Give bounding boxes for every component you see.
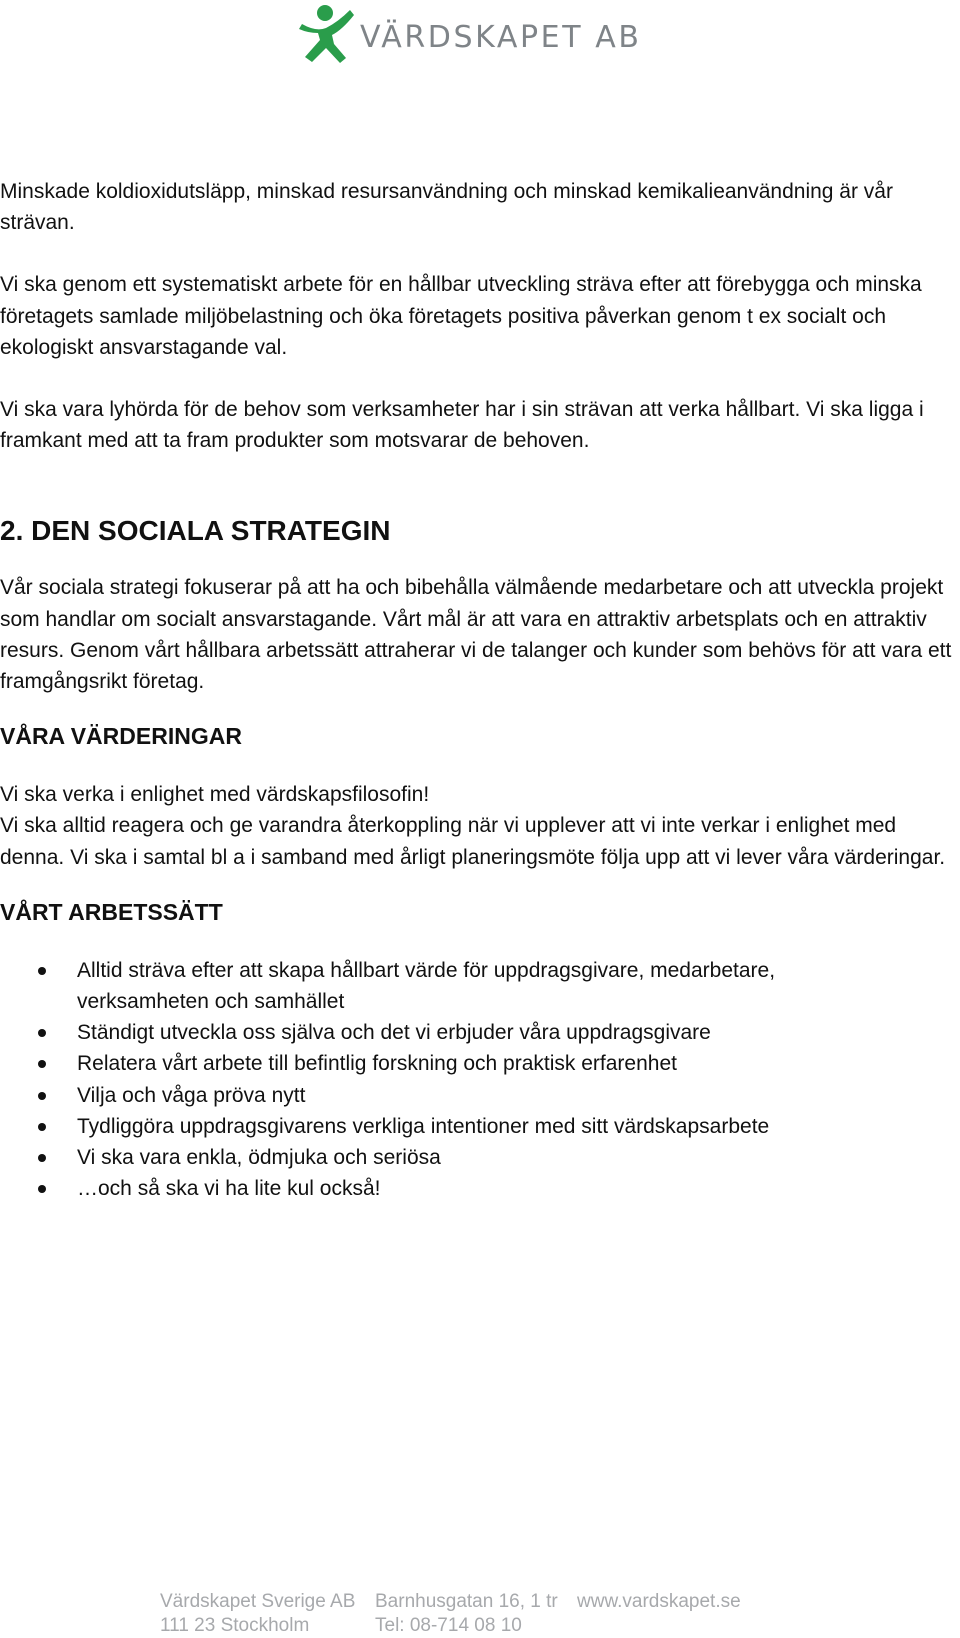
- values-line-2: Vi ska alltid reagera och ge varandra återkoppling när vi upplever att vi inte verkar i enlighet med denna. Vi ska i samtal bl a i samband med årligt planeringsmöte följa upp att vi lever våra värderingar.: [0, 814, 946, 869]
- company-logo: [298, 2, 678, 66]
- work-method-list: [0, 955, 958, 1205]
- list-item: [0, 1017, 958, 1048]
- document-body: [0, 176, 958, 1204]
- list-item-text: …och så ska vi ha lite kul också!: [77, 1177, 381, 1201]
- intro-paragraph-3: Vi ska vara lyhörda för de behov som verksamheter har i sin strävan att verka hållbart. Vi ska ligga i framkant med att ta fram produkter som motsvarar de behoven.: [0, 398, 924, 453]
- bullet-icon: [38, 1060, 46, 1068]
- list-item: [0, 1048, 958, 1079]
- social-strategy-paragraph: Vår sociala strategi fokuserar på att ha och bibehålla välmående medarbetare och att utveckla projekt som handlar om socialt ansvarstagande. Vårt mål är att vara en attraktiv arbetsplats och en attraktiv resurs. Genom vårt hållbara arbetssätt attraherar vi de talanger och kunder som behövs för att vara ett framgångsrikt företag.: [0, 576, 952, 694]
- footer-website-link[interactable]: www.vardskapet.se: [577, 1591, 741, 1612]
- list-item-text: Ständigt utveckla oss själva och det vi erbjuder våra uppdragsgivare: [77, 1021, 711, 1045]
- footer-phone: Tel: 08-714 08 10: [375, 1615, 522, 1636]
- bullet-icon: [38, 1029, 46, 1037]
- footer-postal: 111 23 Stockholm: [160, 1615, 310, 1636]
- bullet-icon: [38, 1092, 46, 1100]
- running-person-logo-icon: [298, 2, 358, 66]
- list-item: [0, 1111, 958, 1142]
- intro-paragraph-2: Vi ska genom ett systematiskt arbete för en hållbar utveckling sträva efter att förebygga och minska företagets samlade miljöbelastning och öka företagets positiva påverkan genom t ex socialt och ekologiskt ansvarstagande val.: [0, 273, 922, 359]
- work-method-heading: VÅRT ARBETSSÄTT: [0, 898, 223, 925]
- list-item-text: Vi ska vara enkla, ödmjuka och seriösa: [77, 1146, 441, 1170]
- logo-wordmark: VÄRDSKAPET AB: [360, 20, 642, 55]
- bullet-icon: [38, 967, 46, 975]
- list-item: [0, 955, 958, 1017]
- list-item-text: Tydliggöra uppdragsgivarens verkliga intentioner med sitt värdskapsarbete: [77, 1114, 770, 1138]
- list-item-text: Alltid sträva efter att skapa hållbart värde för uppdragsgivare, medarbetare, verksamheten och samhället: [77, 958, 776, 1014]
- bullet-icon: [38, 1123, 46, 1131]
- footer-address: Barnhusgatan 16, 1 tr: [375, 1591, 558, 1612]
- list-item: [0, 1142, 958, 1173]
- social-strategy-heading: 2. DEN SOCIALA STRATEGIN: [0, 515, 391, 547]
- intro-paragraph-1: Minskade koldioxidutsläpp, minskad resursanvändning och minskad kemikalieanvändning är vår strävan.: [0, 180, 893, 235]
- list-item: [0, 1173, 958, 1204]
- values-heading: VÅRA VÄRDERINGAR: [0, 723, 242, 750]
- values-line-1: Vi ska verka i enlighet med värdskapsfilosofin!: [0, 783, 430, 807]
- list-item-text: Vilja och våga pröva nytt: [77, 1083, 306, 1107]
- footer-company: Värdskapet Sverige AB: [160, 1591, 356, 1612]
- list-item-text: Relatera vårt arbete till befintlig forskning och praktisk erfarenhet: [77, 1052, 677, 1076]
- list-item: [0, 1080, 958, 1111]
- bullet-icon: [38, 1154, 46, 1162]
- bullet-icon: [38, 1185, 46, 1193]
